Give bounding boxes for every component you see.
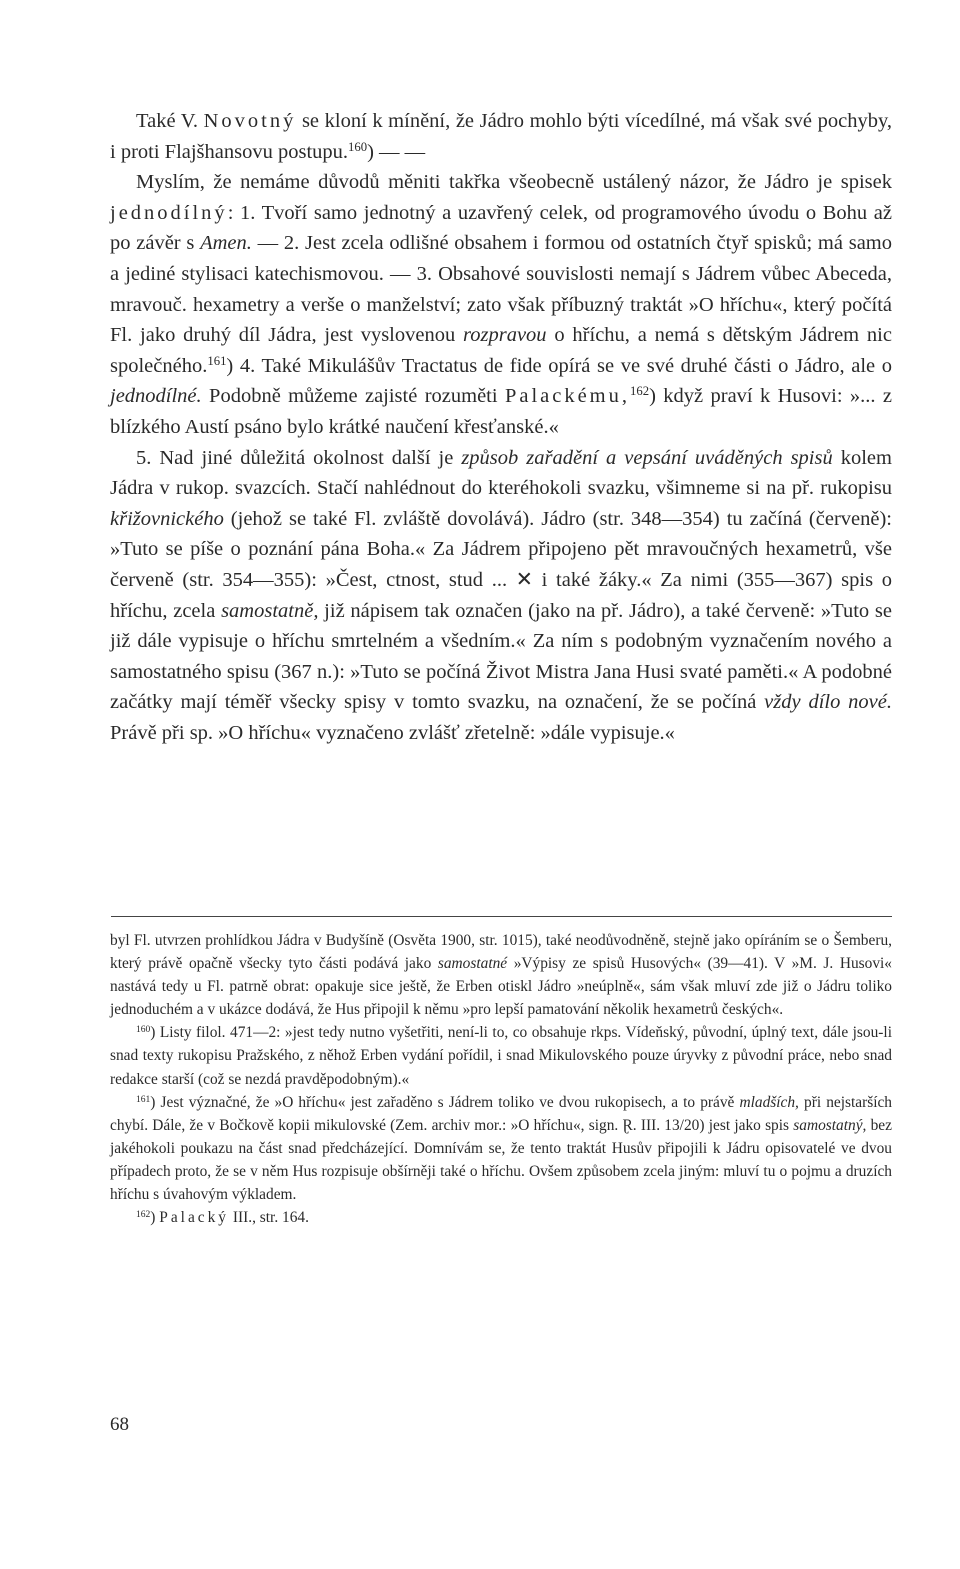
footnote-ref: 162	[630, 384, 650, 399]
footnote-number: 160	[136, 1024, 151, 1036]
text-run: — 2. Jest zcela odlišné obsahem i formou od ostatních čtyř spisků; má samo a jediné stylisaci katechismovou. — 3. Obsahové souvislosti nemají s Jádrem vůbec Abeceda, mravouč. hexametry a verše o manželství; zato však příbuzný traktát »O hříchu«, který počítá Fl. jako druhý díl Jádra, jest vyslovenou	[110, 232, 892, 347]
italic-word: samostatně,	[221, 599, 319, 622]
text-run: Podobně můžeme zajisté rozuměti	[201, 385, 505, 408]
italic-phrase: způsob zařadění a vepsání uváděných spisů	[461, 446, 833, 469]
text-run: Právě při sp. »O hříchu« vyznačeno zvlášť zřetelně: »dále vypisuje.«	[110, 721, 675, 744]
spaced-name: Palackému,	[504, 385, 631, 408]
footnote-continuation	[110, 929, 892, 1021]
spaced-name: Novotný	[203, 110, 297, 132]
text-run: při nejstarších chybí. Dále, že v Bočkově kopii mikulovské (Zem. archiv mor.: »O hříchu«, sign. Ɽ. III. 13/20) jest jako spis	[110, 1093, 893, 1134]
text-run: »Výpisy ze spisů Husových« (39—41). V »M. J. Husovi« nastává tedy u Fl. patrně obrat: opakuje sice ještě, že Erben otiskl Jádro »neúplně«, sám však mluví zde již o Jádru toliko jednoduchém a v ukázce dodává, že Hus připojil k němu »pro lepší pamatování několik hexametrů českých«.	[110, 955, 892, 1019]
paragraph-2	[110, 167, 892, 442]
footnote-162	[110, 1206, 892, 1229]
italic-word: samostatný,	[793, 1116, 867, 1134]
page-number: 68	[110, 1414, 129, 1435]
paragraph-3	[110, 443, 892, 749]
italic-word: Amen.	[200, 232, 252, 255]
text-run: Také V.	[136, 110, 204, 132]
footnotes	[110, 929, 892, 1229]
text-run: Myslím, že nemáme důvodů měniti takřka všeobecně ustálený názor, že Jádro je spisek	[136, 171, 892, 194]
text-run: III., str. 164.	[229, 1209, 309, 1227]
footnote-number: 161	[136, 1093, 151, 1105]
text-run: 5. Nad jiné důležitá okolnost další je	[136, 446, 462, 469]
italic-phrase: vždy dílo nové.	[764, 691, 893, 714]
text-run: byl Fl. utvrzen prohlídkou Jádra v Budyšíně (Osvěta 1900, str. 1015), také neodůvodněně, stejně jako opíráním se o Šemberu, který právě opačně všecky tyto části podává jako	[110, 932, 892, 973]
text-run: )	[150, 1209, 160, 1227]
text-run: : 1. Tvoří samo jednotný a uzavřený celek, od programového úvodu o Bohu až po závěr s	[110, 201, 892, 255]
text-run: kolem Jádra v rukop. svazcích. Stačí nahlédnout do kteréhokoli svazku, všimneme si na př. rukopisu	[110, 446, 892, 500]
text-run: ) — —	[367, 140, 426, 163]
text-run: bez jakéhokoli poukazu na část snad předcházející. Domnívám se, že tento traktát Husův připojili k Jádru opisovatelé ve dvou případech proto, že se v něm Hus rozpisuje obšírněji také o hříchu. Ovšem způsobem zcela jiným: mluví tu o pojmu a druzích hříchu s úvahovým výkladem.	[110, 1116, 892, 1204]
text-run: ) Listy filol. 471—2: »jest tedy nutno vyšetřiti, není-li to, co obsahuje rkps. Vídeňský, původní, úplný text, dále jsou-li snad texty rukopisu Pražského, z něhož Erben vydání pořídil, i snad Mikulovského pouze úryvky z původní práce, nebo snad redakce starší (což se nezdá pravděpodobným).«	[110, 1024, 892, 1088]
text-run: ) Jest význačné, že »O hříchu« jest zařaděno s Jádrem toliko ve dvou rukopisech, a to právě	[150, 1093, 740, 1111]
spaced-word: jednodílný	[110, 201, 228, 224]
italic-word: samostatné	[437, 955, 508, 973]
footnote-number: 162	[136, 1208, 151, 1220]
text-run: již nápisem tak označen (jako na př. Jádro), a také červeně: »Tuto se již dále vypisuje o hříchu smrtelném a všedním.« Za ním s podobným vyznačením nového a samostatného spisu (367 n.): »Tuto se počíná Život Mistra Jana Husi svaté paměti.« A podobné začátky mají téměř všecky spisy v tomto svazku, na označení, že se počíná	[110, 599, 892, 714]
italic-word: jednodílné.	[110, 385, 202, 408]
footnote-161	[110, 1091, 892, 1206]
italic-word: křižovnického	[110, 507, 224, 530]
italic-word: mladších,	[739, 1093, 799, 1111]
paragraph-1	[110, 106, 892, 167]
spaced-name: Palacký	[159, 1209, 230, 1227]
main-text	[110, 106, 892, 748]
italic-word: rozpravou	[463, 324, 547, 347]
text-run: se kloní k mínění, že Jádro mohlo býti vícedílné, má však své pochyby, i proti Flajšhansovu postupu.	[110, 110, 892, 163]
text-run: (jehož se také Fl. zvláště dovolává). Jádro (str. 348—354) tu začíná (červeně): »Tuto se píše o poznání pána Boha.« Za Jádrem připojeno pět mravoučných hexametrů, vše červeně (str. 354—355): »Čest, ctnost, stud ... ✕ i také žáky.« Za nimi (355—367) spis o hříchu, zcela	[110, 507, 892, 622]
footnote-ref: 160	[348, 139, 368, 154]
footnote-ref: 161	[207, 353, 227, 368]
footnote-160	[110, 1021, 892, 1090]
text-run: ) když praví k Husovi: »... z blízkého Austí psáno bylo krátké naučení křesťanské.«	[110, 385, 892, 438]
text-run: ) 4. Také Mikulášův Tractatus de fide opírá se ve své druhé části o Jádro, ale o	[226, 354, 892, 377]
text-run: o hříchu, a nemá s dětským Jádrem nic společného.	[110, 324, 892, 377]
footnote-separator	[111, 916, 892, 917]
